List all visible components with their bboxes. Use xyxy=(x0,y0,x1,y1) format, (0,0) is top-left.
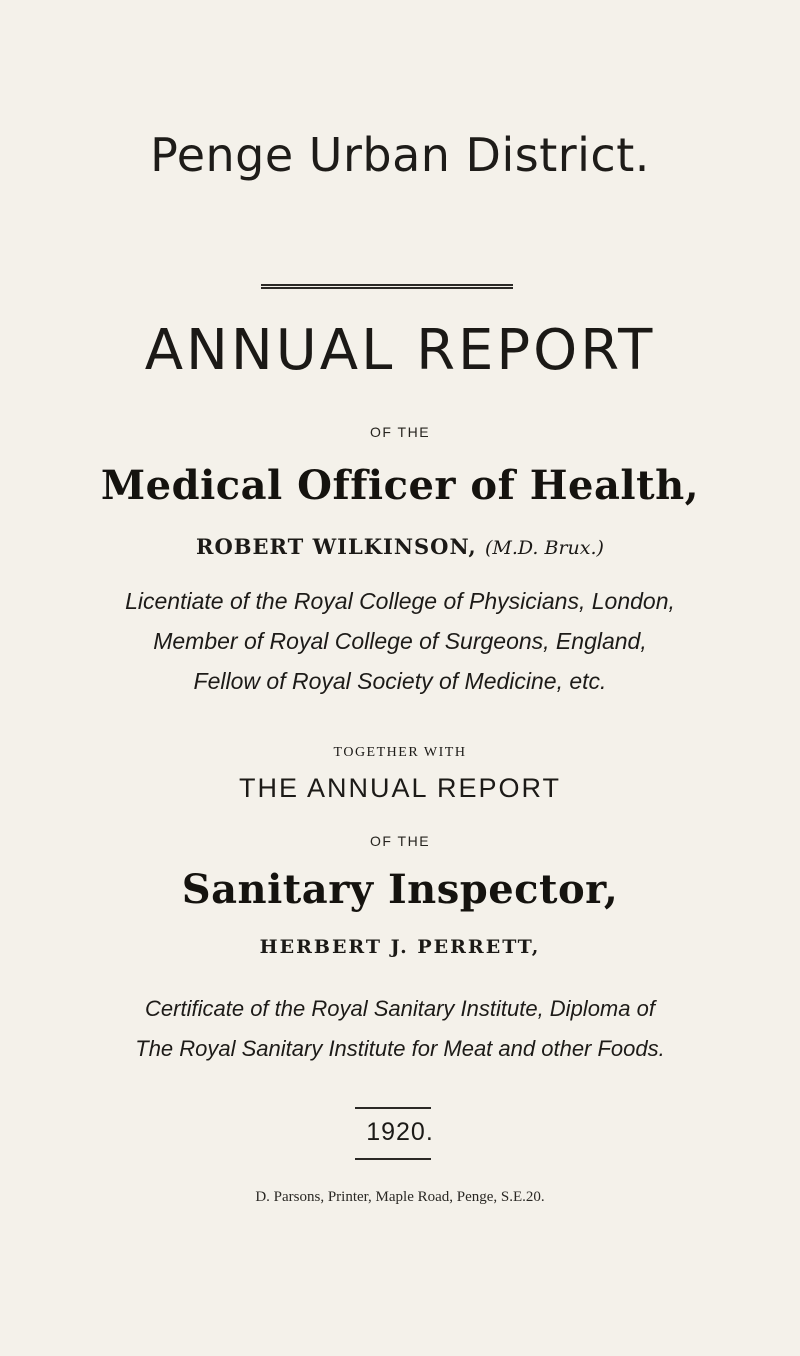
second-report-title: THE ANNUAL REPORT xyxy=(238,773,562,803)
district-heading: Penge Urban District. xyxy=(150,128,650,182)
inspector-title: Sanitary Inspector, xyxy=(181,866,619,913)
officer-qualification: Fellow of Royal Society of Medicine, etc. xyxy=(193,668,607,694)
year-rule-bottom xyxy=(355,1158,431,1160)
report-title: ANNUAL REPORT xyxy=(144,318,656,383)
together-with-label: TOGETHER WITH xyxy=(333,745,467,760)
inspector-qualification: The Royal Sanitary Institute for Meat and other Foods. xyxy=(135,1036,665,1061)
officer-name: ROBERT WILKINSON, xyxy=(196,534,477,559)
officer-qualification: Licentiate of the Royal College of Physicians, London, xyxy=(125,588,675,614)
printer-imprint: D. Parsons, Printer, Maple Road, Penge, S.E.20. xyxy=(255,1189,545,1205)
officer-degree: (M.D. Brux.) xyxy=(484,537,604,559)
of-the-label-2: OF THE xyxy=(369,833,431,849)
inspector-name: HERBERT J. PERRETT, xyxy=(259,936,541,958)
year-rule-top xyxy=(355,1107,431,1109)
officer-name-line xyxy=(0,534,800,559)
inspector-qualification: Certificate of the Royal Sanitary Institute, Diploma of xyxy=(145,996,655,1021)
of-the-label-1: OF THE xyxy=(369,424,431,440)
officer-qualification: Member of Royal College of Surgeons, England, xyxy=(153,628,647,654)
report-year: 1920. xyxy=(366,1118,434,1146)
double-divider xyxy=(261,284,513,289)
officer-title: Medical Officer of Health, xyxy=(100,462,700,509)
